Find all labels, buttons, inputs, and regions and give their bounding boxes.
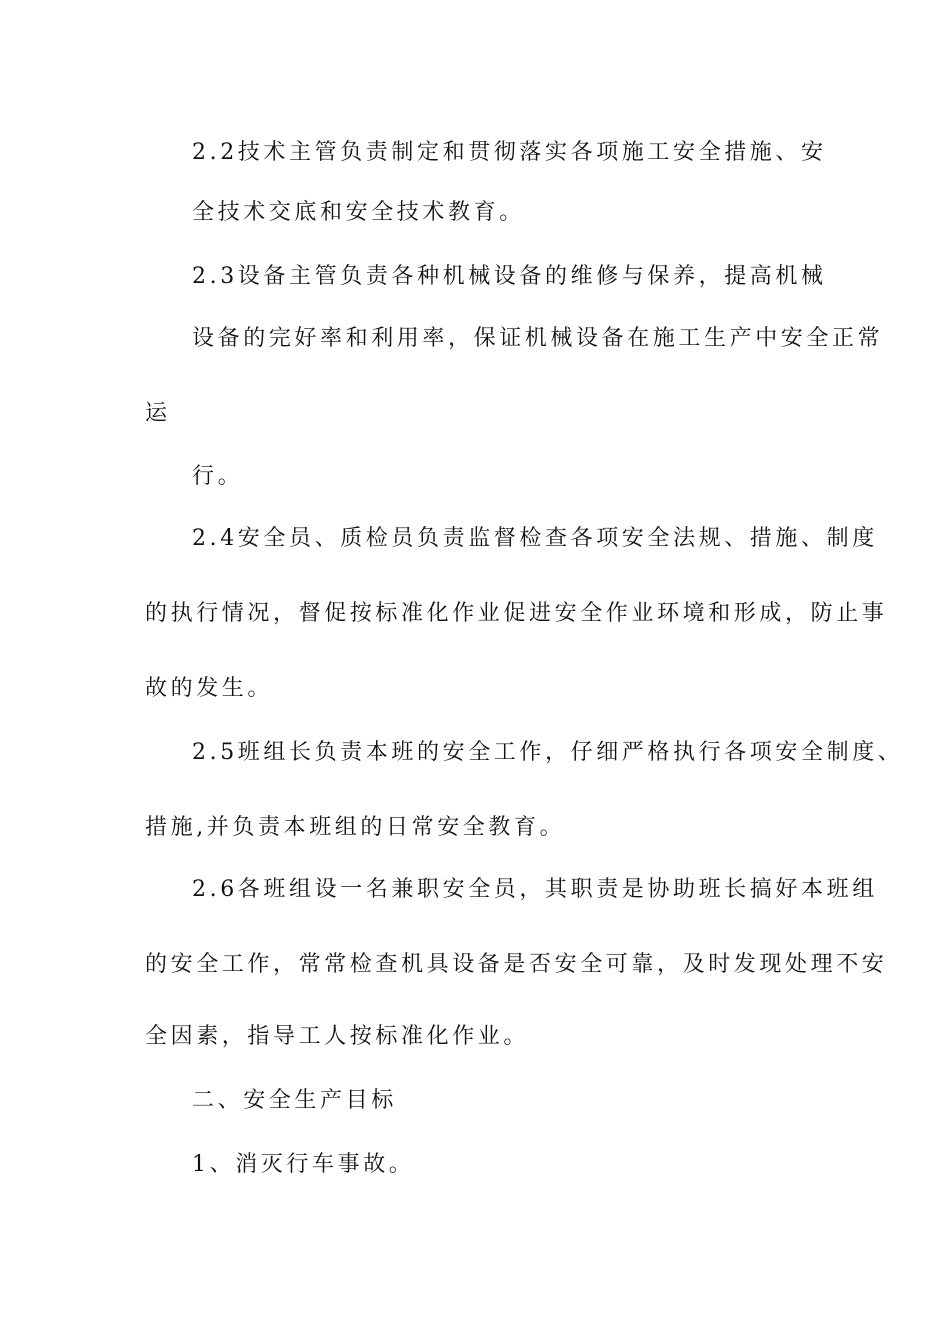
text-line: 2.6各班组设一名兼职安全员，其职责是协助班长搞好本班组 xyxy=(192,877,878,902)
text-line: 2.5班组长负责本班的安全工作，仔细严格执行各项安全制度、 xyxy=(192,740,904,765)
text-line: 设备的完好率和利用率，保证机械设备在施工生产中安全正常 xyxy=(192,326,884,351)
text-line: 全因素，指导工人按标准化作业。 xyxy=(145,1024,530,1049)
text-line: 2.3设备主管负责各种机械设备的维修与保养，提高机械 xyxy=(192,264,827,289)
text-line: 全技术交底和安全技术教育。 xyxy=(192,200,525,225)
text-line: 1、消灭行车事故。 xyxy=(192,1152,415,1177)
text-line: 行。 xyxy=(192,464,244,489)
text-line: 2.4安全员、质检员负责监督检查各项安全法规、措施、制度 xyxy=(192,526,878,551)
text-line: 措施,并负责本班组的日常安全教育。 xyxy=(145,815,566,840)
section-heading: 二、安全生产目标 xyxy=(192,1088,397,1113)
text-line: 运 xyxy=(145,401,171,426)
text-line: 的执行情况，督促按标准化作业促进安全作业环境和形成，防止事 xyxy=(145,601,888,626)
text-line: 故的发生。 xyxy=(145,676,274,701)
text-line: 的安全工作，常常检查机具设备是否安全可靠，及时发现处理不安 xyxy=(145,952,888,977)
text-line: 2.2技术主管负责制定和贯彻落实各项施工安全措施、安 xyxy=(192,140,827,165)
